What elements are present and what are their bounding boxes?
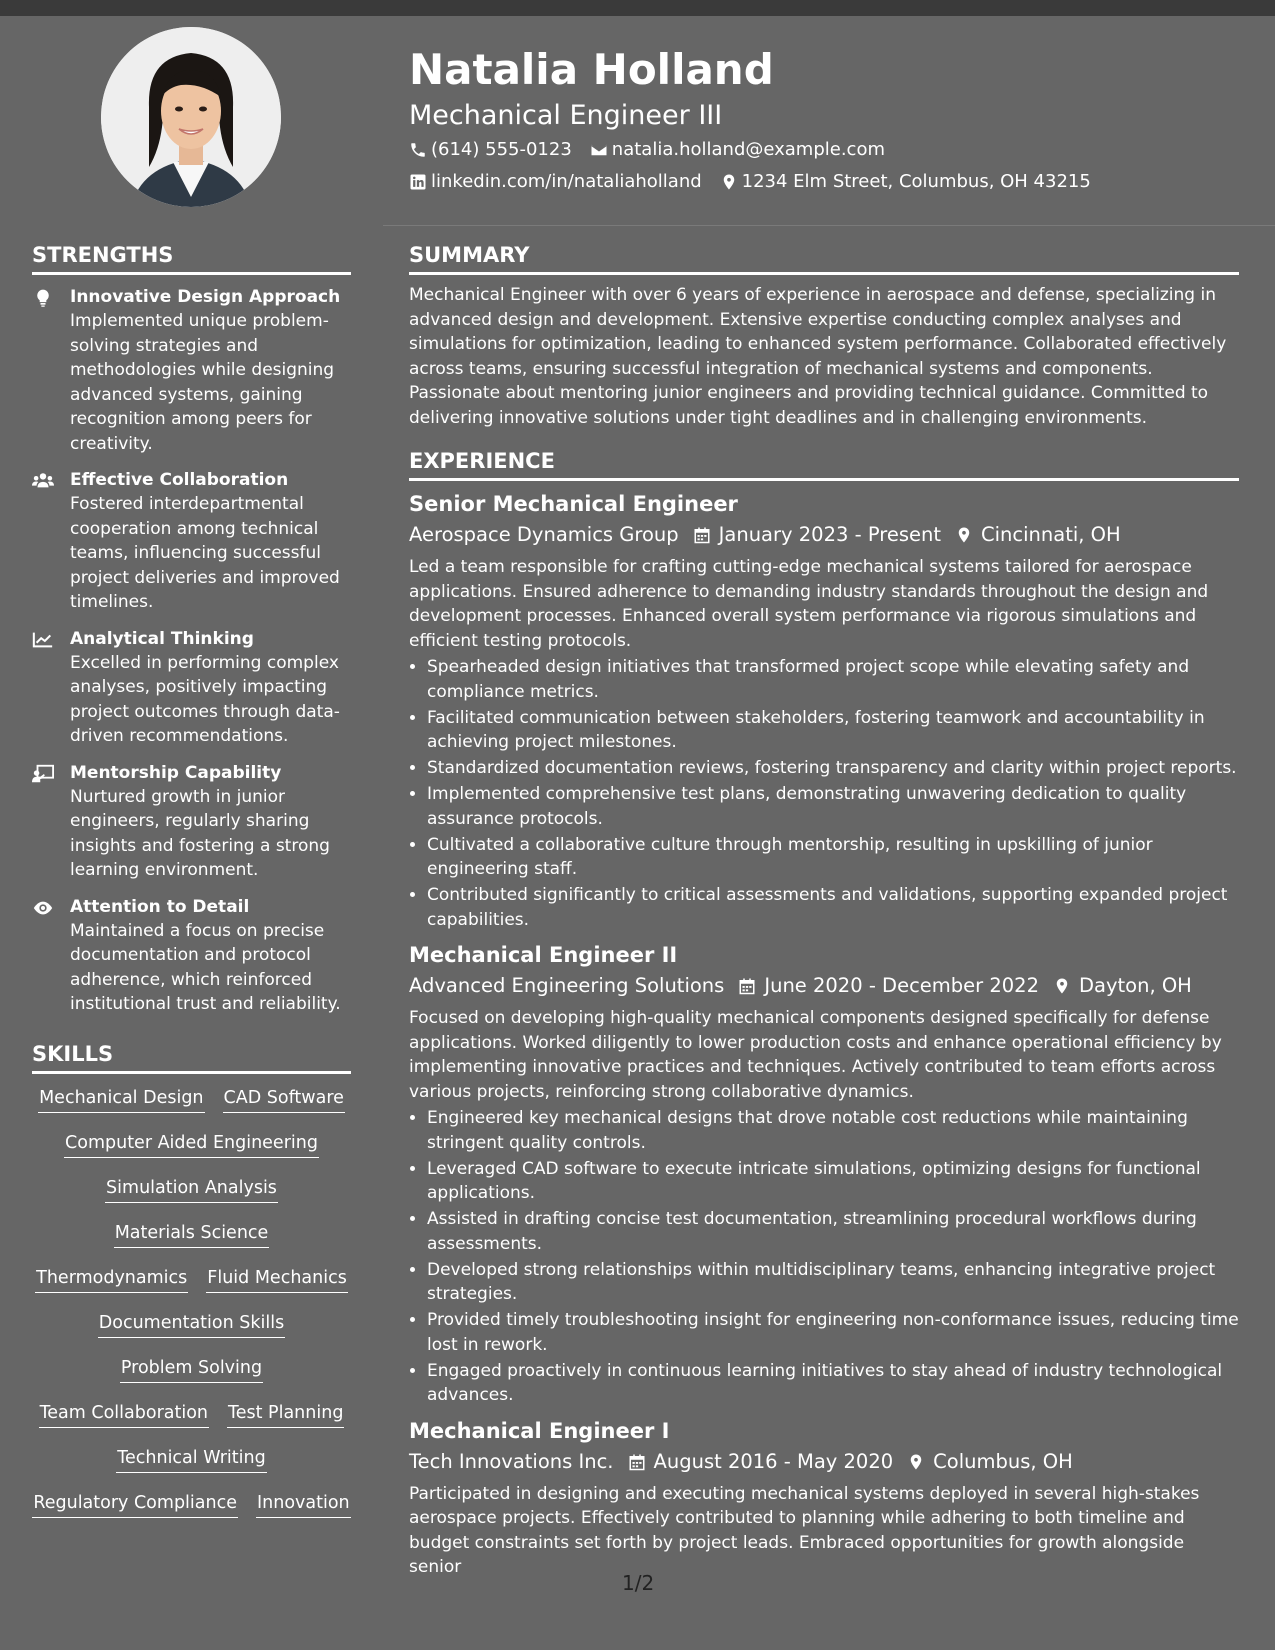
address-contact: [720, 166, 1091, 198]
skills-heading: SKILLS: [32, 1039, 351, 1074]
bullet-item: • Cultivated a collaborative culture through mentorship, resulting in upskilling of junior engineering staff.: [427, 833, 1239, 882]
skill-row: [32, 1266, 351, 1311]
strengths-list: [32, 285, 351, 1017]
job-meta: [409, 970, 1239, 1002]
location-pin-icon: [1053, 977, 1071, 995]
linkedin-contact[interactable]: [409, 166, 702, 198]
strength-title: Analytical Thinking: [70, 628, 254, 649]
bullet-item: • Contributed significantly to critical assessments and validations, supporting expanded project capabilities.: [427, 883, 1239, 932]
calendar-icon: [738, 977, 756, 995]
strength-description: Fostered interdepartmental cooperation among technical teams, influencing successful project deliveries and improved timelines.: [70, 494, 340, 612]
strength-item: [32, 895, 351, 1017]
strength-item: [32, 468, 351, 615]
page-number: 1/2: [622, 1571, 655, 1595]
skill-tag: Materials Science: [114, 1221, 270, 1248]
job-location: Dayton, OH: [1079, 974, 1192, 997]
job-company: Tech Innovations Inc.: [409, 1449, 614, 1473]
users-icon: [32, 471, 54, 491]
strength-title: Innovative Design Approach: [70, 287, 341, 307]
avatar: [101, 27, 281, 207]
experience-heading: EXPERIENCE: [409, 446, 1239, 481]
location-pin-icon: [720, 173, 738, 191]
email-text: natalia.holland@example.com: [611, 139, 886, 160]
skill-row: [32, 1491, 351, 1536]
address-text: 1234 Elm Street, Columbus, OH 43215: [741, 171, 1091, 192]
bullet-item: • Facilitated communication between stakeholders, fostering teamwork and accountability in achieving project milestones.: [427, 706, 1239, 755]
skill-row: [32, 1086, 351, 1131]
bullet-item: • Spearheaded design initiatives that transformed project scope while elevating safety and compliance metrics.: [427, 655, 1239, 704]
job-description: Focused on developing high-quality mechanical components designed specifically for defense applications. Worked diligently to lower production costs and enhance operational efficiency by implementing innovative practices and techniques. Actively contributed to team efforts across various projects, reinforcing strong collaborative dynamics.: [409, 1008, 1222, 1102]
skill-tag: Test Planning: [227, 1401, 344, 1428]
strength-description: Implemented unique problem-solving strategies and methodologies while designing advanced systems, gaining recognition among peers for creativity.: [70, 311, 335, 454]
job-location: Cincinnati, OH: [981, 523, 1121, 546]
skill-row: [32, 1446, 351, 1491]
job-company: Aerospace Dynamics Group: [409, 523, 679, 546]
job-description: Led a team responsible for crafting cutting-edge mechanical systems tailored for aerospace applications. Ensured adherence to demanding industry standards throughout the design and development processes. Enhanced overall system performance via rigorous simulations and efficient testing protocols.: [409, 557, 1209, 651]
skill-tag: Innovation: [256, 1491, 351, 1518]
skill-tag: Regulatory Compliance: [32, 1491, 238, 1518]
strengths-heading: STRENGTHS: [32, 240, 351, 275]
calendar-icon: [693, 526, 711, 544]
job-meta: [409, 1446, 1239, 1478]
skill-row: [32, 1311, 351, 1356]
bullet-item: • Provided timely troubleshooting insight for engineering non-conformance issues, reducing time lost in rework.: [427, 1308, 1239, 1357]
skill-tag: Fluid Mechanics: [206, 1266, 348, 1293]
top-bar: [0, 0, 1275, 16]
contact-row-2: [409, 166, 1239, 198]
job-entry: [409, 1416, 1239, 1580]
strength-title: Mentorship Capability: [70, 762, 282, 783]
skill-tag: Mechanical Design: [38, 1086, 204, 1113]
linkedin-icon: [409, 173, 427, 191]
job-location: Columbus, OH: [933, 1449, 1073, 1473]
job-meta: [409, 519, 1239, 551]
skill-row: [32, 1131, 351, 1176]
envelope-icon: [590, 141, 608, 159]
skill-tag: Technical Writing: [116, 1446, 266, 1473]
chalkboard-teacher-icon: [32, 764, 54, 784]
location-pin-icon: [907, 1453, 925, 1471]
job-dates: June 2020 - December 2022: [764, 974, 1039, 997]
phone-contact[interactable]: [409, 134, 572, 166]
job-bullets: [409, 655, 1239, 932]
chart-line-icon: [32, 630, 54, 650]
strength-description: Maintained a focus on precise documentation and protocol adherence, which reinforced institutional trust and reliability.: [70, 920, 341, 1014]
bullet-item: • Engaged proactively in continuous learning initiatives to stay ahead of industry technological advances.: [427, 1359, 1239, 1408]
right-column: [409, 240, 1239, 1580]
job-entry: [409, 489, 1239, 932]
skill-tag: Team Collaboration: [39, 1401, 209, 1428]
strength-title: Effective Collaboration: [70, 470, 289, 490]
summary-text: Mechanical Engineer with over 6 years of experience in aerospace and defense, specializing in advanced design and development. Extensive expertise conducting complex analyses and simulations for optimization, leading to enhanced system performance. Collaborated effectively across teams, ensuring successful integration of mechanical systems and components. Passionate about mentoring junior engineers and providing technical guidance. Committed to delivering innovative solutions under tight deadlines and in challenging environments.: [409, 285, 1227, 428]
bullet-item: • Developed strong relationships within multidisciplinary teams, enhancing integrative project strategies.: [427, 1258, 1239, 1307]
strength-description: Excelled in performing complex analyses, positively impacting project outcomes through data-driven recommendations.: [70, 652, 340, 746]
skill-row: [32, 1401, 351, 1446]
bullet-item: • Engineered key mechanical designs that drove notable cost reductions while maintaining stringent quality controls.: [427, 1106, 1239, 1155]
left-column: [32, 240, 351, 1536]
email-contact[interactable]: [590, 134, 885, 166]
skill-tag: Thermodynamics: [35, 1266, 188, 1293]
skills-list: [32, 1086, 351, 1536]
skill-row: [32, 1221, 351, 1266]
job-company: Advanced Engineering Solutions: [409, 974, 725, 997]
skill-tag: CAD Software: [223, 1086, 345, 1113]
bullet-item: • Implemented comprehensive test plans, demonstrating unwavering dedication to quality assurance protocols.: [427, 782, 1239, 831]
job-dates: August 2016 - May 2020: [653, 1449, 894, 1473]
skill-tag: Simulation Analysis: [105, 1176, 278, 1203]
strength-description: Nurtured growth in junior engineers, regularly sharing insights and fostering a strong learning environment.: [70, 786, 330, 880]
linkedin-text: linkedin.com/in/nataliaholland: [431, 171, 702, 192]
job-title: Mechanical Engineer II: [409, 943, 678, 967]
bullet-item: • Standardized documentation reviews, fostering transparency and clarity within project reports.: [427, 756, 1239, 781]
calendar-icon: [628, 1453, 646, 1471]
phone-icon: [409, 141, 427, 159]
candidate-name: Natalia Holland: [409, 45, 774, 94]
job-title: Mechanical Engineer I: [409, 1418, 670, 1443]
job-bullets: [409, 1106, 1239, 1408]
skill-tag: Computer Aided Engineering: [64, 1131, 319, 1158]
strength-title: Attention to Detail: [70, 896, 250, 917]
skill-tag: Documentation Skills: [98, 1311, 285, 1338]
candidate-title: Mechanical Engineer III: [409, 100, 723, 131]
location-pin-icon: [955, 526, 973, 544]
lightbulb-icon: [32, 288, 54, 308]
job-description: Participated in designing and executing mechanical systems deployed in several high-stakes aerospace projects. Effectively contributed to planning while adhering to both timeline and budget constraints set forth by project leads. Embraced opportunities for growth alongside senior: [409, 1483, 1200, 1577]
strength-item: [32, 761, 351, 883]
skill-row: [32, 1356, 351, 1401]
strength-item: [32, 627, 351, 749]
skill-tag: Problem Solving: [120, 1356, 263, 1383]
contact-row-1: [409, 134, 1239, 166]
header-divider: [383, 225, 1275, 226]
bullet-item: • Leveraged CAD software to execute intricate simulations, optimizing designs for functional applications.: [427, 1157, 1239, 1206]
phone-text: (614) 555-0123: [431, 139, 572, 160]
resume-header: [409, 42, 1239, 198]
job-title: Senior Mechanical Engineer: [409, 492, 738, 516]
skill-row: [32, 1176, 351, 1221]
job-entry: [409, 940, 1239, 1408]
job-dates: January 2023 - Present: [718, 523, 941, 546]
summary-heading: SUMMARY: [409, 240, 1239, 275]
strength-item: [32, 285, 351, 456]
bullet-item: • Assisted in drafting concise test documentation, streamlining procedural workflows during assessments.: [427, 1207, 1239, 1256]
eye-icon: [32, 898, 54, 918]
profile-photo: [101, 27, 281, 207]
